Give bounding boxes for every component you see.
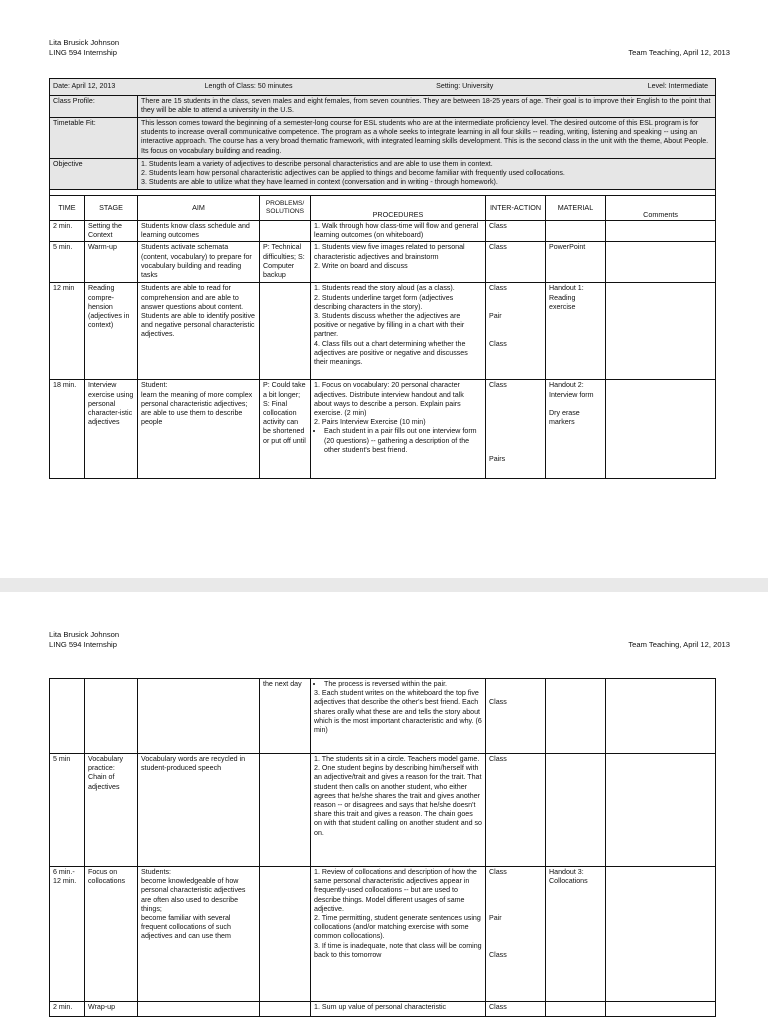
row-comments bbox=[606, 867, 716, 1002]
row-comments bbox=[606, 380, 716, 479]
row-time: 5 min. bbox=[50, 242, 85, 283]
row-aim bbox=[138, 679, 260, 754]
row-procedures: 1. Students read the story aloud (as a class). 2. Students underline target form (adjectives describing characters in the story). 3. Students discuss whether the adjectives are positive or negative by filling in a chart with their partner. 4. Class fills out a chart determining whether the adjectives are positive or negative and discusses their meanings. bbox=[311, 283, 486, 380]
row-interaction: Class bbox=[486, 754, 546, 867]
row-problems bbox=[260, 867, 311, 1002]
author-name: Lita Brusick Johnson bbox=[49, 630, 120, 639]
row-aim: Vocabulary words are recycled in student-produced speech bbox=[138, 754, 260, 867]
row-time: 6 min.- 12 min. bbox=[50, 867, 85, 1002]
table-row bbox=[50, 1002, 716, 1017]
row-material bbox=[546, 679, 606, 754]
row-procedures: 1. The students sit in a circle. Teachers model game. 2. One student begins by describing him/herself with an adjective/trait and gives a reason for the trait. That student then calls on another student, who either agrees that he/she shares the trait and gives another reason -- or disagrees and says that he/she doesn't share this trait and gives a reason. The chain goes on with that student calling on another student and so on. bbox=[311, 754, 486, 867]
class-profile-label: Class Profile: bbox=[50, 96, 138, 118]
row-material: Handout 2: Interview form Dry erase markers bbox=[546, 380, 606, 479]
row-time bbox=[50, 679, 85, 754]
class-setting: Setting: University bbox=[436, 82, 494, 91]
col-comments: Comments bbox=[606, 196, 716, 221]
row-procedures: 1. Sum up value of personal characteristic bbox=[311, 1002, 486, 1017]
objective-label: Objective bbox=[50, 159, 138, 190]
table-row bbox=[50, 380, 716, 479]
row-aim bbox=[138, 1002, 260, 1017]
col-material: MATERIAL bbox=[546, 196, 606, 221]
table-row bbox=[50, 242, 716, 283]
col-stage: STAGE bbox=[85, 196, 138, 221]
col-time: TIME bbox=[50, 196, 85, 221]
row-stage: Focus on collocations bbox=[85, 867, 138, 1002]
row-procedures bbox=[311, 679, 486, 754]
row-procedures: 1. Students view five images related to personal characteristic adjectives and brainstorm 2. Write on board and discuss bbox=[311, 242, 486, 283]
timetable-row bbox=[50, 118, 716, 159]
timetable-text: This lesson comes toward the beginning of a semester-long course for ESL students who are at the intermediate proficiency level. The desired outcome of this ESL program is for students to increase overall communicative competence. The program as a whole seeks to integrate learning in all four skills -- reading, writing, listening and speaking -- using an interactive approach. The course has a very broad thematic framework, with integrated learning skills development. This is the second class in the unit with the theme, About People. Its focus on vocabulary building and reading. bbox=[138, 118, 716, 159]
row-procedures: 1. Review of collocations and description of how the same personal characteristic adjectives appear in frequently-used collocations -- but are used to describe things. Model different usages of same adjective. 2. Time permitting, student generate sentences using collocations (and/or matching exercise with some common collocations). 3. If time is inadequate, note that class will be coming back to this tomorrow bbox=[311, 867, 486, 1002]
table-row bbox=[50, 867, 716, 1002]
procedures-bullets bbox=[314, 427, 482, 455]
row-material: Handout 3: Collocations bbox=[546, 867, 606, 1002]
row-procedures: 1. Walk through how class-time will flow and general learning outcomes (on whiteboard) bbox=[311, 221, 486, 242]
row-material: PowerPoint bbox=[546, 242, 606, 283]
header-left bbox=[49, 630, 119, 650]
table-row bbox=[50, 679, 716, 754]
table-row bbox=[50, 754, 716, 867]
procedures-text: 1. Focus on vocabulary: 20 personal character adjectives. Distribute interview handout and talk about ways to describe a person. Explain pairs exercise. (2 min) 2. Pairs Interview Exercise (10 min) bbox=[314, 381, 464, 427]
row-time: 2 min. bbox=[50, 221, 85, 242]
row-problems bbox=[260, 221, 311, 242]
row-problems bbox=[260, 1002, 311, 1017]
row-comments bbox=[606, 221, 716, 242]
row-aim: Students know class schedule and learning outcomes bbox=[138, 221, 260, 242]
row-time: 18 min. bbox=[50, 380, 85, 479]
row-stage: Wrap-up bbox=[85, 1002, 138, 1017]
row-interaction: Class bbox=[486, 242, 546, 283]
class-level: Level: Intermediate bbox=[647, 82, 709, 91]
document-page-2 bbox=[0, 592, 768, 1024]
author-name: Lita Brusick Johnson bbox=[49, 38, 120, 47]
row-stage: Warm-up bbox=[85, 242, 138, 283]
col-procedures: PROCEDURES bbox=[311, 196, 486, 221]
col-problems: PROBLEMS/ SOLUTIONS bbox=[260, 196, 311, 221]
row-aim: Students are able to read for comprehension and are able to answer questions about content. Students are able to identify positive and negative personal characteristic adjectives. bbox=[138, 283, 260, 380]
course-name: LING 594 Internship bbox=[49, 640, 117, 649]
header-right: Team Teaching, April 12, 2013 bbox=[628, 48, 730, 57]
row-stage: Setting the Context bbox=[85, 221, 138, 242]
row-comments bbox=[606, 1002, 716, 1017]
row-comments bbox=[606, 242, 716, 283]
lesson-date: Date: April 12, 2013 bbox=[53, 82, 116, 91]
row-material bbox=[546, 754, 606, 867]
procedures-text: 3. Each student writes on the whiteboard the top five adjectives that describe the other's best friend. Each shares orally what these are and tells the story about which is the most important characteristic and why. (6 min) bbox=[314, 689, 482, 735]
timetable-label: Timetable Fit: bbox=[50, 118, 138, 159]
class-profile-text: There are 15 students in the class, seven males and eight females, from seven countries. They are between 18-25 years of age. Their goal is to improve their English to the point that they will be able to attend a university in the U.S. bbox=[138, 96, 716, 118]
info-row bbox=[50, 79, 716, 96]
header-left bbox=[49, 38, 119, 58]
row-interaction: Class bbox=[486, 679, 546, 754]
col-interaction: INTER-ACTION bbox=[486, 196, 546, 221]
header-right: Team Teaching, April 12, 2013 bbox=[628, 640, 730, 649]
course-name: LING 594 Internship bbox=[49, 48, 117, 57]
row-comments bbox=[606, 754, 716, 867]
row-comments bbox=[606, 679, 716, 754]
row-aim: Students activate schemata (content, vocabulary) to prepare for vocabulary building and reading tasks bbox=[138, 242, 260, 283]
row-material bbox=[546, 1002, 606, 1017]
row-problems bbox=[260, 283, 311, 380]
row-interaction: Class Pair Class bbox=[486, 867, 546, 1002]
row-procedures bbox=[311, 380, 486, 479]
row-interaction: Class bbox=[486, 221, 546, 242]
row-time: 2 min. bbox=[50, 1002, 85, 1017]
class-profile-row bbox=[50, 96, 716, 118]
row-interaction: Class bbox=[486, 1002, 546, 1017]
objective-row bbox=[50, 159, 716, 190]
lesson-plan-table-continued bbox=[49, 678, 716, 1017]
objective-list bbox=[138, 159, 716, 190]
table-row bbox=[50, 283, 716, 380]
procedures-bullet: • The process is reversed within the pair. bbox=[324, 680, 482, 689]
row-stage: Interview exercise using personal character-istic adjectives bbox=[85, 380, 138, 479]
row-aim: Student: learn the meaning of more complex personal characteristic adjectives; are able to use them to describe people bbox=[138, 380, 260, 479]
lesson-plan-table bbox=[49, 78, 716, 479]
row-material: Handout 1: Reading exercise bbox=[546, 283, 606, 380]
objective-2: 2. Students learn how personal characteristic adjectives can be applied to things and become familiar with frequently used collocations. bbox=[141, 169, 565, 178]
row-stage: Vocabulary practice: Chain of adjectives bbox=[85, 754, 138, 867]
row-problems: P: Technical difficulties; S: Computer backup bbox=[260, 242, 311, 283]
row-stage bbox=[85, 679, 138, 754]
row-comments bbox=[606, 283, 716, 380]
procedures-bullet: • Each student in a pair fills out one interview form (20 questions) -- gathering a description of the other student's best friend. bbox=[324, 427, 482, 455]
row-aim: Students: become knowledgeable of how personal characteristic adjectives are often also used to describe things; become familiar with several frequent collocations of such adjectives and can use them bbox=[138, 867, 260, 1002]
procedures-bullets bbox=[314, 680, 482, 689]
row-interaction: Class Pairs bbox=[486, 380, 546, 479]
class-length: Length of Class: 50 minutes bbox=[204, 82, 293, 91]
row-stage: Reading compre-hension (adjectives in context) bbox=[85, 283, 138, 380]
objective-3: 3. Students are able to utilize what they have learned in context (conversation and in writing - through homework). bbox=[141, 178, 498, 187]
table-row bbox=[50, 221, 716, 242]
objective-1: 1. Students learn a variety of adjectives to describe personal characteristics and are able to use them in context. bbox=[141, 160, 493, 168]
column-header-row bbox=[50, 196, 716, 221]
row-problems: P: Could take a bit longer; S: Final collocation activity can be shortened or put off until bbox=[260, 380, 311, 479]
row-material bbox=[546, 221, 606, 242]
row-problems bbox=[260, 754, 311, 867]
row-time: 5 min bbox=[50, 754, 85, 867]
row-problems: the next day bbox=[260, 679, 311, 754]
col-aim: AIM bbox=[138, 196, 260, 221]
row-interaction: Class Pair Class bbox=[486, 283, 546, 380]
row-time: 12 min bbox=[50, 283, 85, 380]
